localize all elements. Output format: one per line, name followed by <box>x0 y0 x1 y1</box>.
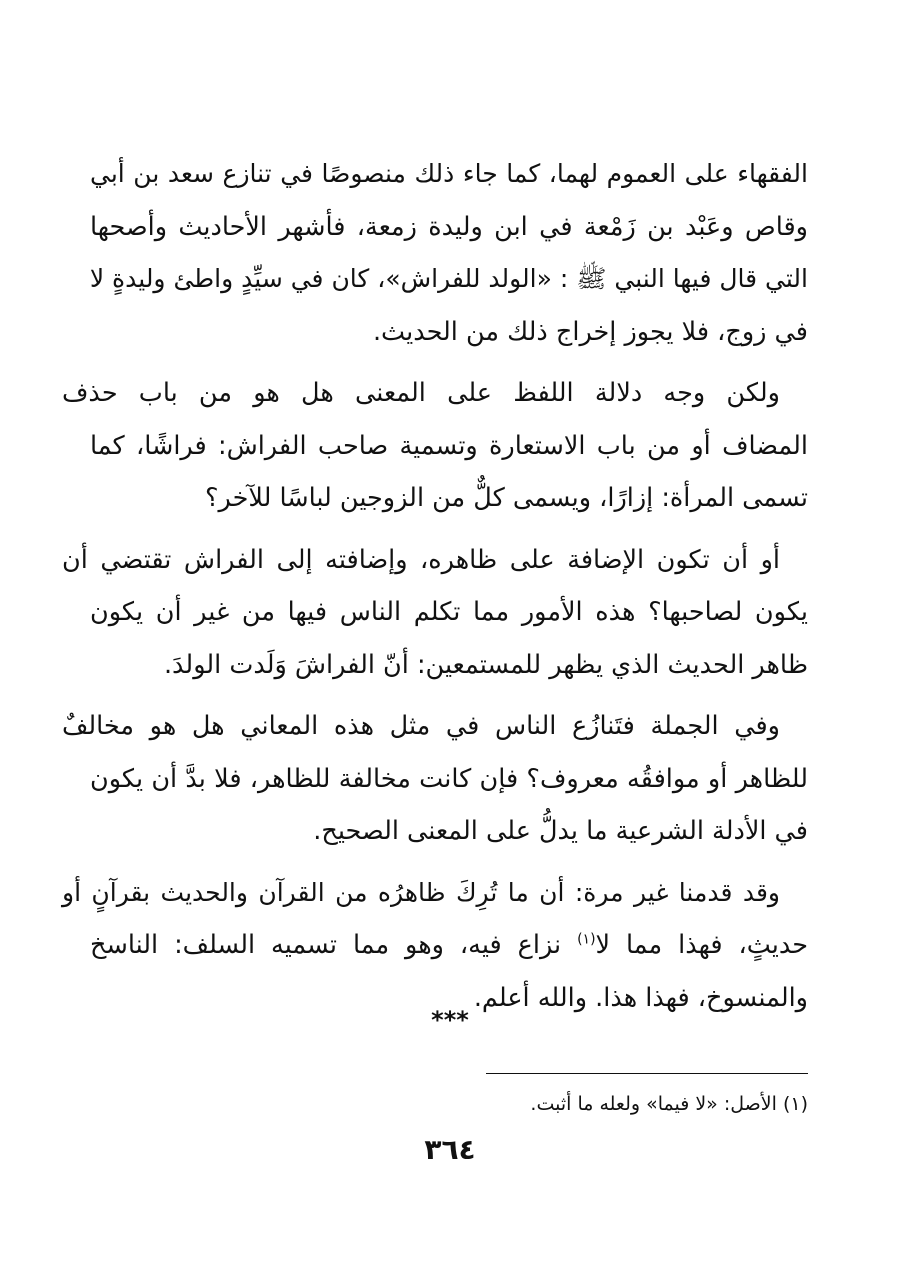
footnote-marker: (١) <box>782 1093 808 1115</box>
paragraph-1 <box>90 148 808 358</box>
text-line: التي قال فيها النبي ﷺ : «الولد للفراش»، كان في سيِّدٍ واطئ وليدةٍ لا <box>89 264 808 293</box>
text-line: ظاهر الحديث الذي يظهر للمستمعين: أنّ الفراشَ وَلَدت الولدَ. <box>163 649 808 680</box>
text-line: يكون لصاحبها؟ هذه الأمور مما تكلم الناس فيها من غير أن يكون <box>90 597 808 627</box>
text-segment: حديثٍ، فهذا مما لا <box>595 930 809 960</box>
footnote-divider <box>486 1073 808 1074</box>
text-line: وفي الجملة فتَنازُع الناس في مثل هذه المعاني هل هو مخالفٌ <box>62 711 780 741</box>
text-segment: نزاع فيه، وهو مما تسميه السلف: الناسخ <box>90 930 562 960</box>
section-separator: *** <box>431 1006 469 1034</box>
text-line: الفقهاء على العموم لهما، كما جاء ذلك منصوصًا في تنازع سعد بن أبي <box>90 159 808 188</box>
paragraph-2 <box>62 367 808 525</box>
text-line: أو أن تكون الإضافة على ظاهره، وإضافته إلى الفراش تقتضي أن <box>62 544 780 575</box>
text-line: والمنسوخ، فهذا هذا. والله أعلم. <box>473 982 808 1013</box>
text-line: في زوج، فلا يجوز إخراج ذلك من الحديث. <box>372 316 808 347</box>
text-line: للظاهر أو موافقُه معروف؟ فإن كانت مخالفة للظاهر، فلا بدَّ أن يكون <box>90 763 808 794</box>
text-line: تسمى المرأة: إزارًا، ويسمى كلٌّ من الزوجين لباسًا للآخر؟ <box>204 483 808 513</box>
paragraph-4 <box>62 700 808 858</box>
page-number: ٣٦٤ <box>424 1133 476 1166</box>
footnote-text: الأصل: «لا فيما» ولعله ما أثبت. <box>530 1093 777 1115</box>
text-line: وقد قدمنا غير مرة: أن ما تُرِكَ ظاهرُه من القرآن والحديث بقرآنٍ أو <box>62 877 780 907</box>
text-line: المضاف أو من باب الاستعارة وتسمية صاحب الفراش: فراشًا، كما <box>90 430 808 461</box>
main-text <box>62 148 809 1033</box>
text-line-with-footnote <box>90 919 808 972</box>
text-line: وقاص وعَبْد بن زَمْعة في ابن وليدة زمعة، فأشهر الأحاديث وأصحها <box>90 211 808 242</box>
text-line: ولكن وجه دلالة اللفظ على المعنى هل هو من باب حذف <box>62 378 780 408</box>
paragraph-3 <box>62 534 808 692</box>
footnote <box>90 1090 808 1118</box>
footnote-reference[interactable]: (١) <box>577 931 596 948</box>
text-line: في الأدلة الشرعية ما يدلُّ على المعنى الصحيح. <box>313 816 808 846</box>
paragraph-5 <box>62 867 809 1025</box>
